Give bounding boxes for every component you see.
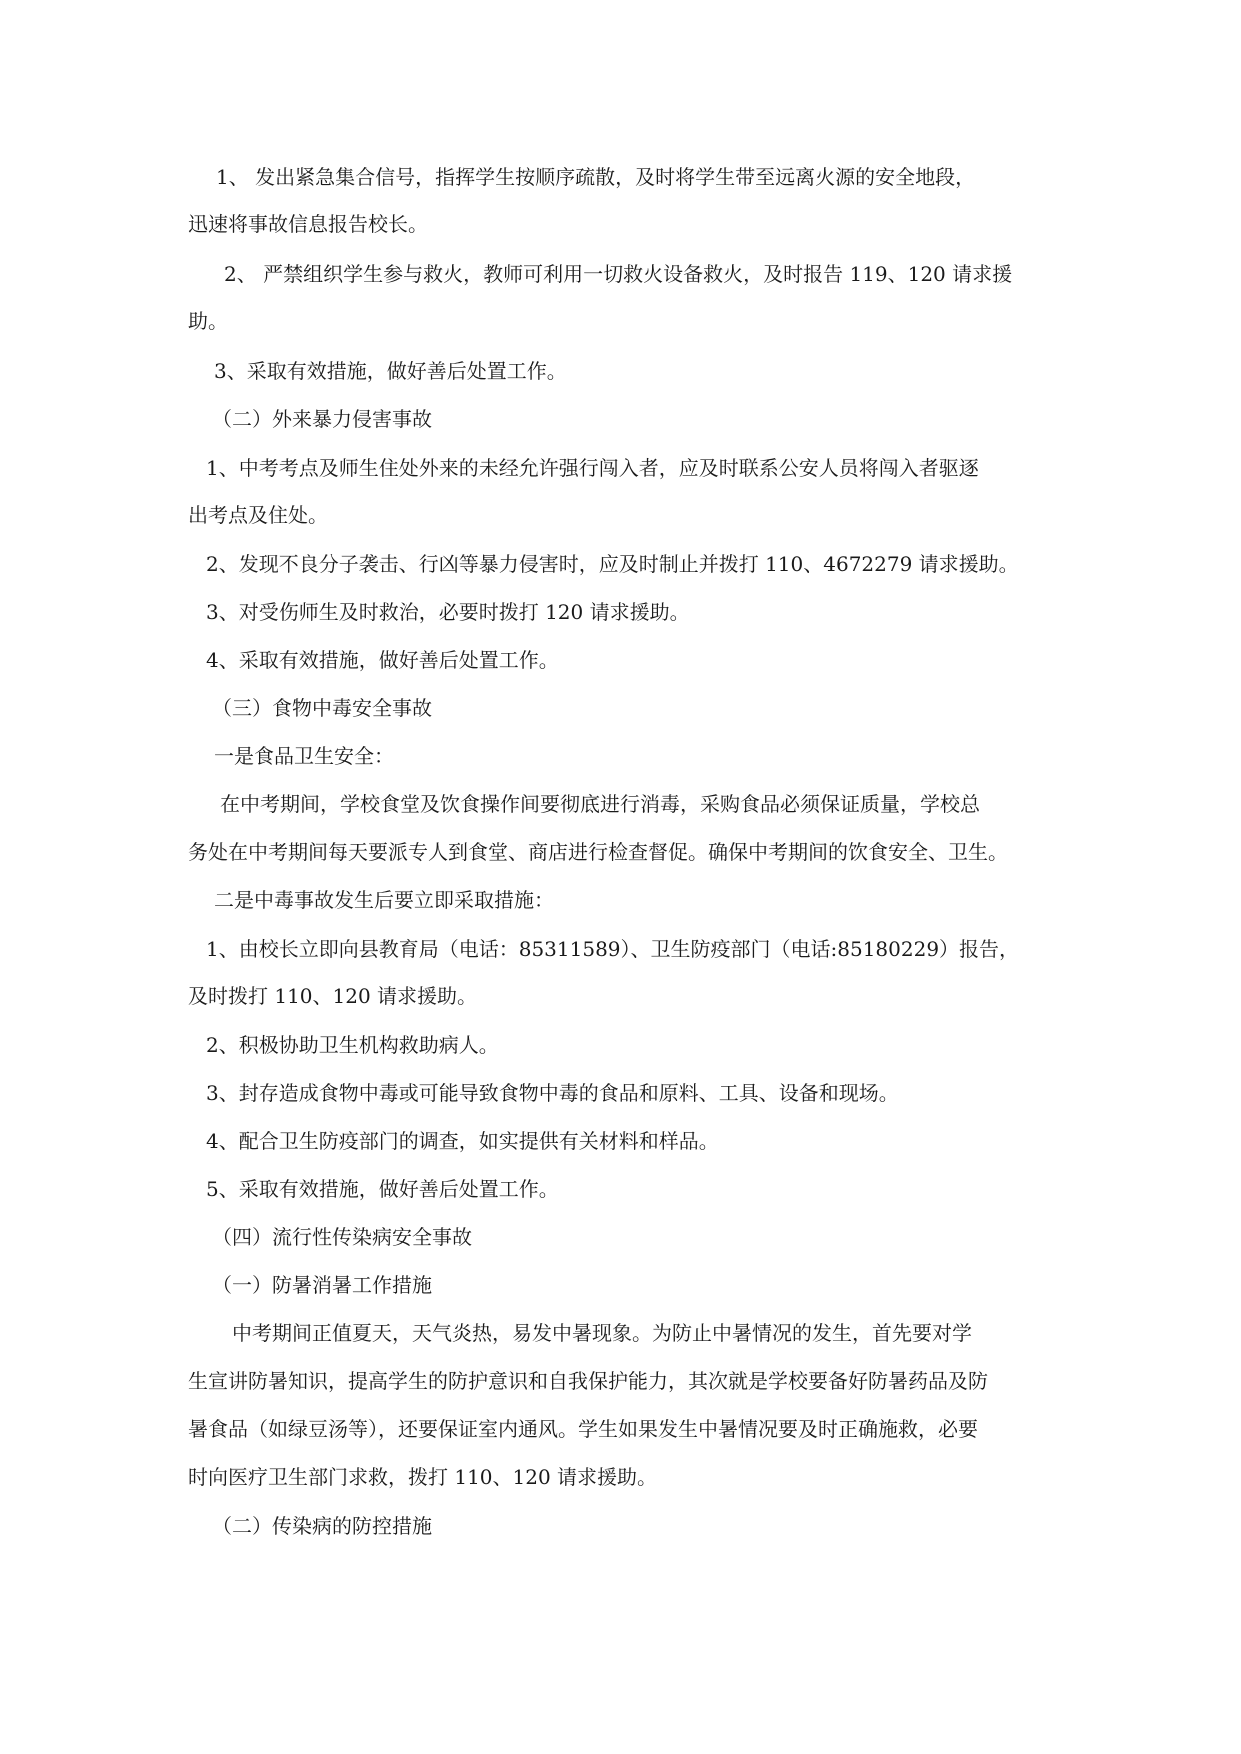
text-line: 在中考期间，学校食堂及饮食操作间要彻底进行消毒，采购食品必须保证质量，学校总 xyxy=(220,792,980,816)
text-line: 2、积极协助卫生机构救助病人。 xyxy=(206,1033,499,1057)
text-line: 4、采取有效措施，做好善后处置工作。 xyxy=(206,648,559,672)
text-line: 助。 xyxy=(188,309,228,333)
text-line: 4、配合卫生防疫部门的调查，如实提供有关材料和样品。 xyxy=(206,1129,719,1153)
text-line: 3、封存造成食物中毒或可能导致食物中毒的食品和原料、工具、设备和现场。 xyxy=(206,1081,899,1105)
text-line: 2、发现不良分子袭击、行凶等暴力侵害时，应及时制止并拨打 110、4672279 请求援助。 xyxy=(206,552,1019,576)
section-heading: （二）外来暴力侵害事故 xyxy=(212,407,432,431)
section-heading: （一）防暑消暑工作措施 xyxy=(212,1273,432,1297)
text-line: 1、由校长立即向县教育局（电话：85311589）、卫生防疫部门（电话:85180229）报告， xyxy=(206,937,1020,961)
text-line: 出考点及住处。 xyxy=(188,503,328,527)
text-line: 时向医疗卫生部门求救，拨打 110、120 请求援助。 xyxy=(188,1465,658,1489)
text-line: 3、采取有效措施，做好善后处置工作。 xyxy=(214,359,567,383)
text-line: 迅速将事故信息报告校长。 xyxy=(188,212,428,236)
text-line: 3、对受伤师生及时救治，必要时拨打 120 请求援助。 xyxy=(206,600,690,624)
text-line: 5、采取有效措施，做好善后处置工作。 xyxy=(206,1177,559,1201)
text-line: 2、 严禁组织学生参与救火，教师可利用一切救火设备救火，及时报告 119、120 请求援 xyxy=(224,262,1013,286)
text-line: 务处在中考期间每天要派专人到食堂、商店进行检查督促。确保中考期间的饮食安全、卫生。 xyxy=(188,840,1008,864)
text-line: 一是食品卫生安全： xyxy=(214,744,394,768)
section-heading: （四）流行性传染病安全事故 xyxy=(212,1225,472,1249)
section-heading: （二）传染病的防控措施 xyxy=(212,1514,432,1538)
text-line: 暑食品（如绿豆汤等），还要保证室内通风。学生如果发生中暑情况要及时正确施救，必要 xyxy=(188,1417,978,1441)
text-line: 二是中毒事故发生后要立即采取措施： xyxy=(214,888,554,912)
text-line: 1、 发出紧急集合信号，指挥学生按顺序疏散，及时将学生带至远离火源的安全地段， xyxy=(216,165,976,189)
section-heading: （三）食物中毒安全事故 xyxy=(212,696,432,720)
text-line: 及时拨打 110、120 请求援助。 xyxy=(188,984,478,1008)
text-line: 中考期间正值夏天，天气炎热，易发中暑现象。为防止中暑情况的发生，首先要对学 xyxy=(232,1321,972,1345)
text-line: 生宣讲防暑知识，提高学生的防护意识和自我保护能力，其次就是学校要备好防暑药品及防 xyxy=(188,1369,988,1393)
text-line: 1、中考考点及师生住处外来的未经允许强行闯入者，应及时联系公安人员将闯入者驱逐 xyxy=(206,456,979,480)
